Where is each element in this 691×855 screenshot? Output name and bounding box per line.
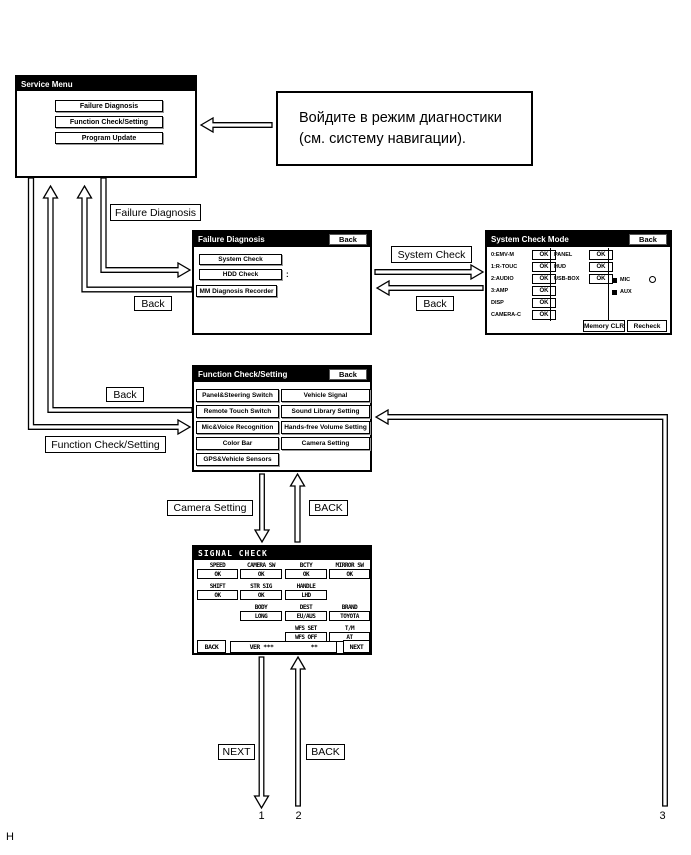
flow-label-back-from-failure-diagnosis: Back [134, 296, 172, 311]
ok-button-disp[interactable]: OK [532, 298, 556, 308]
dest-label: DEST [299, 603, 313, 611]
ok-button-usb-box[interactable]: OK [589, 274, 613, 284]
handle-value: LHD [285, 590, 327, 600]
remote-touch-switch-button[interactable]: Remote Touch Switch [196, 405, 279, 418]
mic-voice-recognition-button[interactable]: Mic&Voice Recognition [196, 421, 279, 434]
handle-label: HANDLE [296, 582, 316, 590]
shift-label: SHIFT [209, 582, 226, 590]
memory-clr-button[interactable]: Memory CLR [583, 320, 625, 332]
system-check-button[interactable]: System Check [199, 254, 282, 265]
body-label: BODY [254, 603, 268, 611]
arrow-note-to-service-menu [201, 118, 272, 132]
flow-label-back-bottom: BACK [306, 744, 345, 760]
vehicle-signal-button[interactable]: Vehicle Signal [281, 389, 370, 402]
version-display [230, 641, 337, 653]
flow-label-back-from-system-check: Back [416, 296, 454, 311]
bcty-value: OK [285, 569, 327, 579]
camera-sw-label: CAMERA SW [246, 561, 275, 569]
next-button[interactable]: NEXT [343, 640, 370, 653]
bcty-label: BCTY [299, 561, 313, 569]
arrow-from-page-3 [376, 410, 667, 806]
signal-check-titlebar [194, 547, 370, 560]
flow-label-next: NEXT [218, 744, 255, 760]
hdd-check-button[interactable]: HDD Check [199, 269, 282, 280]
ok-button-amp[interactable]: OK [532, 286, 556, 296]
arrow-enter-system-check [375, 265, 483, 279]
mic-label: MIC [612, 275, 630, 285]
camera-setting-button[interactable]: Camera Setting [281, 437, 370, 450]
wfs-set-value: WFS OFF [285, 632, 327, 642]
arrow-back-from-system-check [377, 281, 483, 295]
mirror-sw-label: MIRROR SW [335, 561, 364, 569]
instruction-note [276, 91, 533, 166]
speed-value: OK [197, 569, 238, 579]
dest-value: EU/AUS [285, 611, 327, 621]
ok-button-audio[interactable]: OK [532, 274, 556, 284]
ok-button-emv-m[interactable]: OK [532, 250, 556, 260]
arrow-enter-camera-setting [255, 474, 269, 542]
service-menu-title: Service Menu [21, 79, 73, 89]
ok-button-r-touc[interactable]: OK [532, 262, 556, 272]
color-bar-button[interactable]: Color Bar [196, 437, 279, 450]
ok-button-panel[interactable]: OK [589, 250, 613, 260]
back-button[interactable]: Back [629, 234, 667, 245]
mic-status-circle [649, 276, 656, 283]
program-update-button[interactable]: Program Update [55, 132, 163, 144]
page-ref-2: 2 [295, 810, 302, 822]
system-check-mode-title: System Check Mode [491, 235, 569, 244]
flow-label-back-from-function-check: Back [106, 387, 144, 402]
brand-value: TOYOTA [329, 611, 370, 621]
item-label-audio: 2:AUDIO [491, 276, 514, 282]
body-value: LONG [240, 611, 282, 621]
instruction-line-2: (см. систему навигации). [299, 130, 466, 147]
arrow-enter-failure-diagnosis [101, 178, 190, 277]
tm-value: AT [329, 632, 370, 642]
arrow-back-to-function-check [291, 474, 305, 542]
sound-library-setting-button[interactable]: Sound Library Setting [281, 405, 370, 418]
item-label-r-touc: 1:R-TOUC [491, 264, 518, 270]
version-label: VER *** [249, 643, 274, 651]
hdd-check-colon: : [286, 270, 289, 279]
camera-sw-value: OK [240, 569, 282, 579]
str-sig-value: OK [240, 590, 282, 600]
speed-label: SPEED [209, 561, 226, 569]
aux-indicator-square [612, 290, 617, 295]
hands-free-volume-setting-button[interactable]: Hands-free Volume Setting [281, 421, 370, 434]
signal-check-title: SIGNAL CHECK [198, 549, 268, 558]
back-button[interactable]: Back [329, 369, 367, 380]
item-label-amp: 3:AMP [491, 288, 509, 294]
item-label-hud: HUD [554, 264, 566, 270]
function-check-setting-button[interactable]: Function Check/Setting [55, 116, 163, 128]
failure-diagnosis-screen [192, 230, 372, 335]
ok-button-camera-c[interactable]: OK [532, 310, 556, 320]
system-check-mode-screen [485, 230, 672, 335]
footer-page-letter: H [6, 831, 14, 843]
item-label-emv-m: 0:EMV-M [491, 252, 514, 258]
function-check-setting-title: Function Check/Setting [198, 370, 288, 379]
page-ref-1: 1 [258, 810, 265, 822]
ok-button-hud[interactable]: OK [589, 262, 613, 272]
mic-indicator-square [612, 278, 617, 283]
shift-value: OK [197, 590, 238, 600]
page-ref-3: 3 [659, 810, 666, 822]
failure-diagnosis-title: Failure Diagnosis [198, 235, 265, 244]
column-divider [550, 248, 551, 321]
version-value: ** [310, 643, 318, 651]
flow-label-back-to-function-check: BACK [309, 500, 348, 516]
item-label-disp: DISP [491, 300, 504, 306]
wfs-set-label: WFS SET [295, 624, 317, 632]
item-label-usb-box: USB-BOX [554, 276, 580, 282]
item-label-camera-c: CAMERA-C [491, 312, 521, 318]
back-button[interactable]: BACK [197, 640, 226, 653]
flow-label-function-check-setting: Function Check/Setting [45, 436, 166, 453]
failure-diagnosis-button[interactable]: Failure Diagnosis [55, 100, 163, 112]
column-divider [608, 248, 609, 321]
service-menu-screen [15, 75, 197, 178]
item-label-panel: PANEL [554, 252, 573, 258]
flow-label-camera-setting: Camera Setting [167, 500, 253, 516]
service-menu-titlebar [17, 77, 195, 91]
flow-label-failure-diagnosis: Failure Diagnosis [110, 204, 201, 221]
flow-label-system-check: System Check [391, 246, 472, 263]
signal-check-screen [192, 545, 372, 655]
arrow-back-from-failure-diagnosis [78, 186, 193, 292]
panel-steering-switch-button[interactable]: Panel&Steering Switch [196, 389, 279, 402]
function-check-setting-screen [192, 365, 372, 472]
tm-label: T/M [344, 624, 355, 632]
mm-diagnosis-recorder-button[interactable]: MM Diagnosis Recorder [196, 285, 277, 297]
str-sig-label: STR SIG [250, 582, 272, 590]
brand-label: BRAND [341, 603, 358, 611]
gps-vehicle-sensors-button[interactable]: GPS&Vehicle Sensors [196, 453, 279, 466]
back-button[interactable]: Back [329, 234, 367, 245]
instruction-line-1: Войдите в режим диагностики [299, 110, 502, 127]
recheck-button[interactable]: Recheck [627, 320, 667, 332]
aux-label: AUX [612, 287, 632, 297]
arrow-next-to-page-1 [255, 657, 269, 808]
mirror-sw-value: OK [329, 569, 370, 579]
arrow-back-from-page-2 [291, 657, 305, 806]
